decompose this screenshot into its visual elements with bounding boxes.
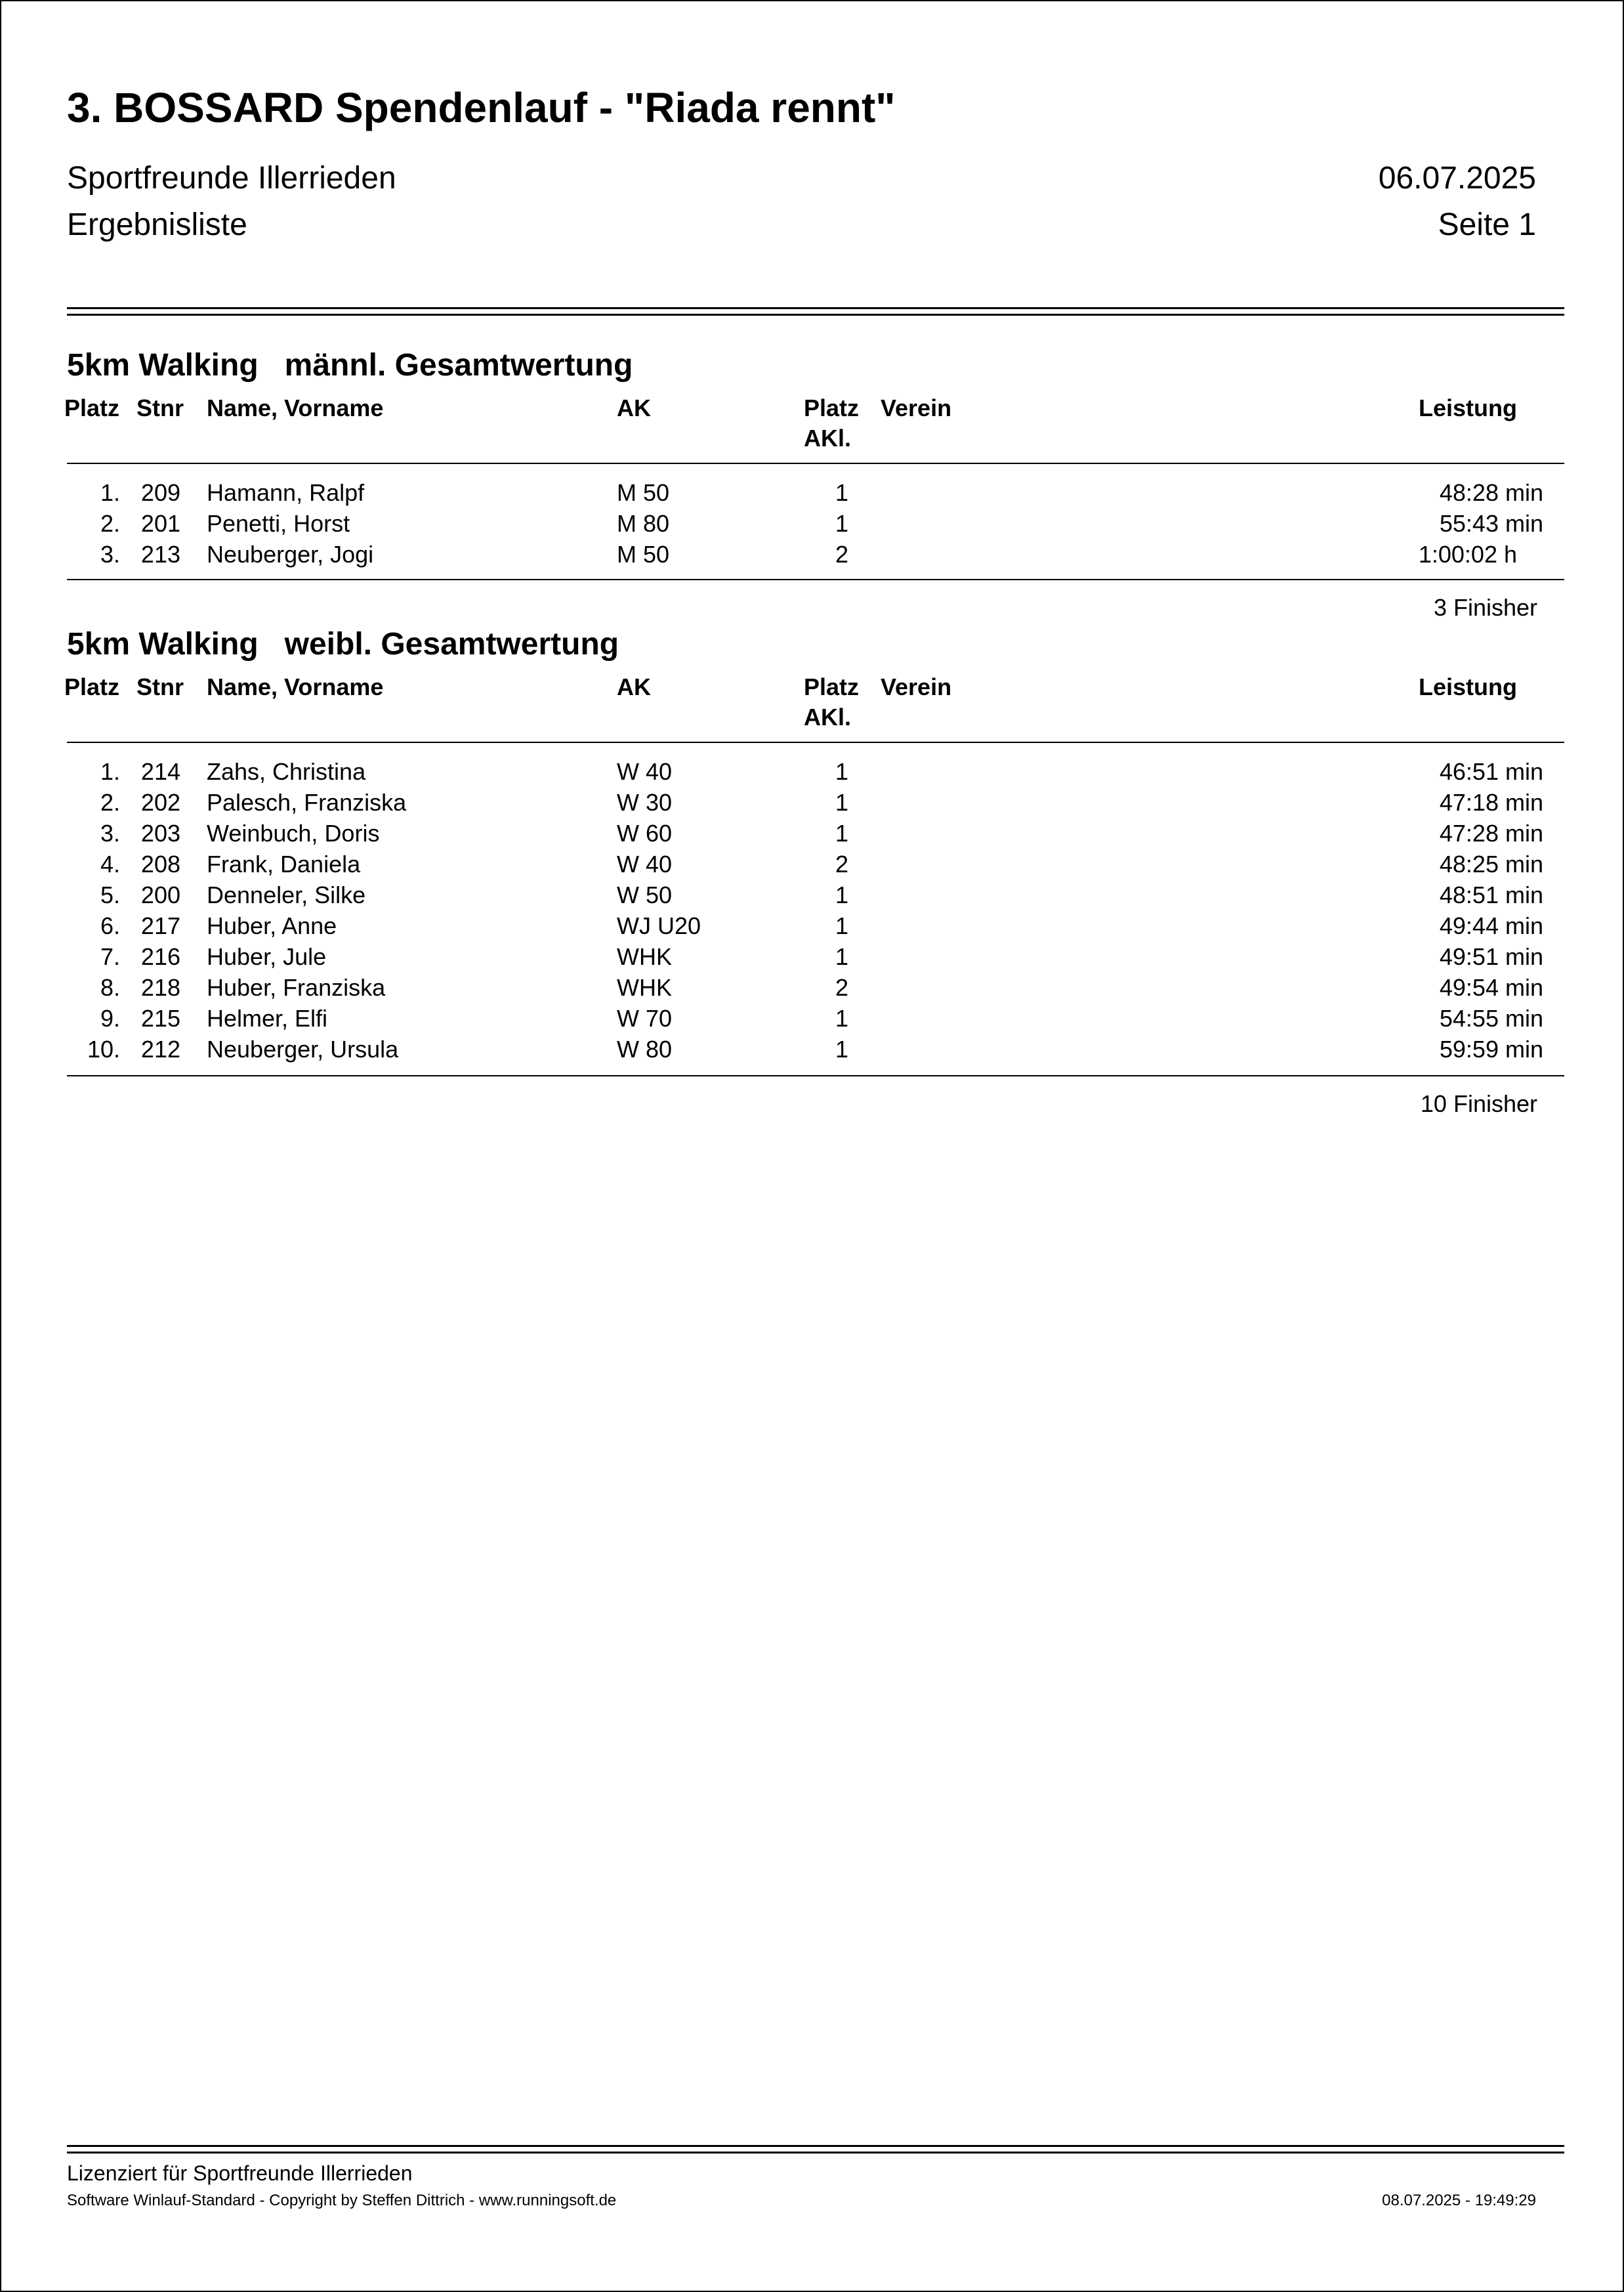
cell-name: Penetti, Horst	[207, 510, 350, 537]
table-row	[1, 972, 1623, 1003]
section-distance: 5km Walking	[67, 627, 259, 662]
finisher-count-men: 3 Finisher	[1433, 594, 1537, 621]
cell-leistung: 1:00:02 h	[1418, 541, 1517, 568]
cell-ak: WHK	[617, 974, 672, 1001]
section-distance: 5km Walking	[67, 348, 259, 383]
section-divider	[67, 1075, 1564, 1076]
cell-name: Palesch, Franziska	[207, 789, 407, 816]
col-leistung: Leistung	[1419, 394, 1517, 421]
cell-ak: W 40	[617, 758, 673, 785]
section-title-women	[67, 625, 619, 664]
cell-platz-akl: 2	[835, 974, 849, 1001]
cell-name: Frank, Daniela	[207, 851, 361, 878]
cell-stnr: 217	[140, 912, 180, 939]
table-row	[1, 508, 1623, 539]
print-timestamp: 08.07.2025 - 19:49:29	[1382, 2192, 1536, 2209]
cell-ak: W 40	[617, 851, 673, 878]
col-verein: Verein	[881, 673, 952, 700]
header-divider-top	[67, 307, 1564, 309]
cell-platz: 3.	[100, 820, 120, 847]
cell-ak: W 30	[617, 789, 673, 816]
cell-platz: 1.	[100, 479, 120, 506]
col-ak: AK	[617, 394, 651, 421]
table-row	[1, 477, 1623, 508]
col-platz-akl: Platz	[804, 673, 860, 700]
organizer: Sportfreunde Illerrieden	[67, 161, 396, 196]
cell-platz: 8.	[100, 974, 120, 1001]
col-name: Name, Vorname	[207, 673, 384, 700]
table-row	[1, 941, 1623, 972]
cell-leistung: 46:51 min	[1439, 758, 1543, 785]
cell-platz: 6.	[100, 912, 120, 939]
cell-name: Huber, Jule	[207, 943, 327, 970]
cell-platz-akl: 1	[835, 912, 849, 939]
cell-platz: 1.	[100, 758, 120, 785]
cell-stnr: 213	[140, 541, 180, 568]
cell-ak: M 50	[617, 541, 670, 568]
col-platz-akl: Platz	[804, 394, 860, 421]
cell-name: Huber, Anne	[207, 912, 337, 939]
cell-stnr: 218	[140, 974, 180, 1001]
cell-leistung: 47:28 min	[1439, 820, 1543, 847]
cell-platz: 10.	[87, 1036, 120, 1063]
cell-name: Neuberger, Ursula	[207, 1036, 399, 1063]
cell-name: Zahs, Christina	[207, 758, 366, 785]
col-platz: Platz	[64, 394, 120, 421]
cell-platz: 4.	[100, 851, 120, 878]
cell-platz-akl: 1	[835, 1005, 849, 1032]
section-category: weibl. Gesamtwertung	[284, 627, 619, 662]
cell-stnr: 215	[140, 1005, 180, 1032]
section-title-men	[67, 346, 633, 385]
cell-name: Helmer, Elfi	[207, 1005, 328, 1032]
software-credit: Software Winlauf-Standard - Copyright by Steffen Dittrich - www.runningsoft.de	[67, 2192, 617, 2209]
cell-platz: 5.	[100, 881, 120, 908]
col-platz-akl-sub: AKl.	[804, 704, 851, 731]
table-row	[1, 818, 1623, 849]
cell-ak: M 80	[617, 510, 670, 537]
list-type: Ergebnisliste	[67, 207, 247, 242]
cell-ak: M 50	[617, 479, 670, 506]
event-date: 06.07.2025	[1378, 161, 1536, 196]
cell-leistung: 55:43 min	[1439, 510, 1543, 537]
cell-stnr: 208	[140, 851, 180, 878]
cell-platz-akl: 1	[835, 820, 849, 847]
section-divider	[67, 579, 1564, 580]
cell-leistung: 47:18 min	[1439, 789, 1543, 816]
page-number: Seite 1	[1438, 207, 1536, 242]
results-table-men	[1, 477, 1623, 570]
table-row	[1, 1003, 1623, 1034]
cell-platz-akl: 1	[835, 479, 849, 506]
cell-platz-akl: 1	[835, 881, 849, 908]
cell-platz: 3.	[100, 541, 120, 568]
section-divider	[67, 463, 1564, 464]
cell-leistung: 59:59 min	[1439, 1036, 1543, 1063]
cell-stnr: 202	[140, 789, 180, 816]
cell-platz: 7.	[100, 943, 120, 970]
cell-ak: W 70	[617, 1005, 673, 1032]
cell-ak: W 60	[617, 820, 673, 847]
cell-stnr: 200	[140, 881, 180, 908]
table-row	[1, 910, 1623, 941]
cell-stnr: 212	[140, 1036, 180, 1063]
results-table-women	[1, 756, 1623, 1065]
cell-platz: 2.	[100, 789, 120, 816]
cell-name: Neuberger, Jogi	[207, 541, 374, 568]
section-category: männl. Gesamtwertung	[284, 348, 633, 383]
cell-ak: W 50	[617, 881, 673, 908]
cell-leistung: 48:25 min	[1439, 851, 1543, 878]
cell-leistung: 49:44 min	[1439, 912, 1543, 939]
cell-stnr: 209	[140, 479, 180, 506]
col-verein: Verein	[881, 394, 952, 421]
cell-name: Denneler, Silke	[207, 881, 366, 908]
section-divider	[67, 742, 1564, 743]
cell-stnr: 214	[140, 758, 180, 785]
col-name: Name, Vorname	[207, 394, 384, 421]
cell-leistung: 48:28 min	[1439, 479, 1543, 506]
cell-stnr: 201	[140, 510, 180, 537]
cell-leistung: 48:51 min	[1439, 881, 1543, 908]
license-note: Lizenziert für Sportfreunde Illerrieden	[67, 2161, 413, 2185]
col-leistung: Leistung	[1419, 673, 1517, 700]
cell-platz-akl: 2	[835, 541, 849, 568]
table-row	[1, 880, 1623, 910]
cell-ak: WHK	[617, 943, 672, 970]
cell-leistung: 54:55 min	[1439, 1005, 1543, 1032]
cell-name: Hamann, Ralpf	[207, 479, 365, 506]
col-platz-akl-sub: AKl.	[804, 425, 851, 452]
table-row	[1, 756, 1623, 787]
col-stnr: Stnr	[136, 394, 184, 421]
cell-platz-akl: 1	[835, 758, 849, 785]
page-title: 3. BOSSARD Spendenlauf - "Riada rennt"	[67, 84, 896, 131]
table-row	[1, 849, 1623, 880]
table-row	[1, 787, 1623, 818]
cell-leistung: 49:51 min	[1439, 943, 1543, 970]
cell-stnr: 216	[140, 943, 180, 970]
cell-platz-akl: 1	[835, 510, 849, 537]
cell-stnr: 203	[140, 820, 180, 847]
cell-name: Weinbuch, Doris	[207, 820, 380, 847]
cell-platz-akl: 2	[835, 851, 849, 878]
cell-leistung: 49:54 min	[1439, 974, 1543, 1001]
cell-platz: 2.	[100, 510, 120, 537]
cell-platz-akl: 1	[835, 789, 849, 816]
cell-name: Huber, Franziska	[207, 974, 386, 1001]
cell-platz-akl: 1	[835, 943, 849, 970]
col-stnr: Stnr	[136, 673, 184, 700]
footer-divider-top	[67, 2145, 1564, 2147]
cell-ak: WJ U20	[617, 912, 701, 939]
col-ak: AK	[617, 673, 651, 700]
table-row	[1, 539, 1623, 570]
cell-ak: W 80	[617, 1036, 673, 1063]
footer-divider-bottom	[67, 2152, 1564, 2154]
finisher-count-women: 10 Finisher	[1420, 1090, 1537, 1117]
col-platz: Platz	[64, 673, 120, 700]
cell-platz-akl: 1	[835, 1036, 849, 1063]
table-row	[1, 1034, 1623, 1065]
cell-platz: 9.	[100, 1005, 120, 1032]
header-divider-bottom	[67, 314, 1564, 316]
